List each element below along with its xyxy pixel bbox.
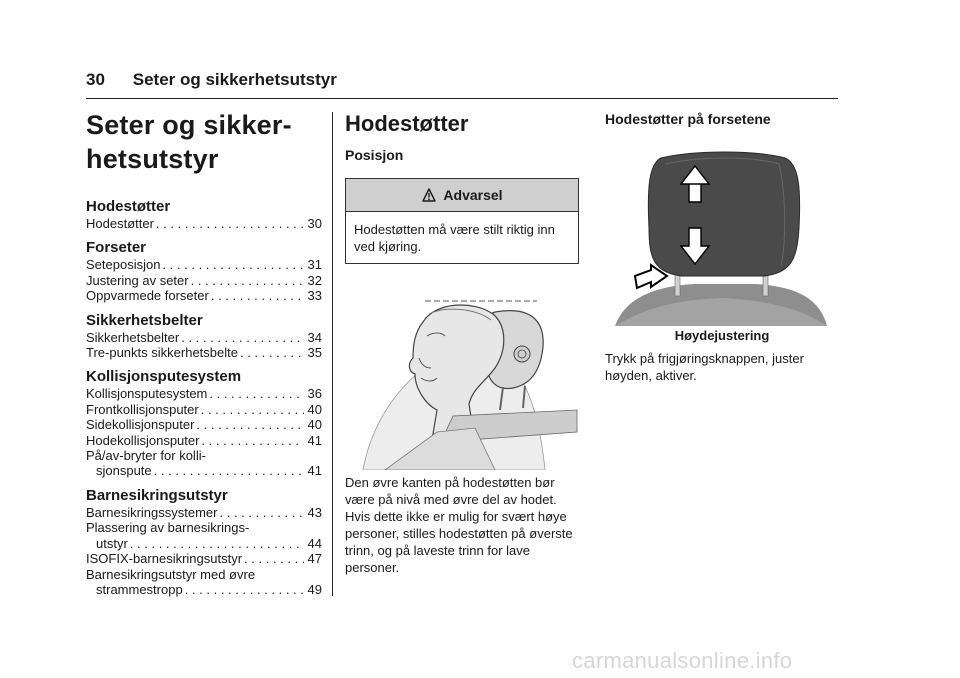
toc-item-page: 41 — [307, 463, 322, 479]
toc-item-page: 49 — [307, 581, 322, 597]
page-number: 30 — [86, 70, 105, 89]
toc-item[interactable] — [86, 417, 322, 432]
subsection-title: Posisjon — [345, 147, 404, 163]
height-adjust-paragraph: Trykk på frigjøringsknappen, juster høyden, aktiver. — [605, 351, 804, 383]
toc-item-label-line1[interactable]: Barnesikringsutstyr med øvre — [86, 566, 256, 582]
toc-section — [86, 487, 322, 597]
toc-leader — [201, 402, 304, 417]
toc-item[interactable] — [86, 536, 322, 551]
toc-leader — [211, 288, 304, 303]
toc-leader — [154, 463, 304, 478]
watermark: carmanualsonline.info — [572, 648, 793, 673]
toc-item-page: 30 — [307, 216, 322, 231]
toc-item[interactable] — [86, 288, 322, 303]
warning-text: Hodestøtten må være stilt riktig inn ved kjøring. — [354, 222, 555, 254]
chapter-toc-column — [86, 108, 322, 605]
toc-item-label: strammestropp — [96, 581, 183, 597]
column-divider — [332, 112, 333, 596]
toc-item-page: 41 — [307, 432, 322, 448]
toc-item-page: 35 — [307, 345, 322, 361]
toc-item[interactable] — [86, 582, 322, 597]
running-section-title: Seter og sikkerhetsutstyr — [132, 70, 337, 89]
toc-item-page: 34 — [307, 329, 322, 345]
position-paragraph: Den øvre kanten på hodestøtten bør være på nivå med øvre del av hodet. Hvis dette ikke er mulig for svært høye personer, stilles hodestøtten på øverste trinn, og på laveste trinn for lave personer. — [345, 475, 573, 575]
toc-item-label: Seteposisjon — [86, 257, 161, 273]
warning-icon — [421, 187, 437, 203]
toc-item[interactable] — [86, 345, 322, 360]
toc-item-label: ISOFIX-barnesikringsutstyr — [86, 551, 243, 567]
toc-leader — [181, 330, 303, 345]
toc-section — [86, 368, 322, 478]
toc-heading[interactable]: Hodestøtter — [86, 198, 171, 215]
toc-item-label: sjonspute — [96, 463, 152, 479]
toc-heading[interactable]: Barnesikringsutstyr — [86, 486, 228, 504]
toc-section — [86, 239, 322, 303]
section-title: Hodestøtter — [345, 111, 469, 136]
toc-item-page: 43 — [307, 504, 322, 520]
page-header — [86, 70, 337, 90]
toc-leader — [201, 433, 303, 448]
toc-item-page: 31 — [307, 257, 322, 273]
toc-leader — [185, 582, 304, 597]
toc-item-page: 47 — [307, 551, 322, 567]
toc-item-label-line1[interactable]: Plassering av barnesikrings- — [86, 520, 250, 536]
toc-item-label-line1[interactable]: På/av-bryter for kolli- — [86, 448, 206, 464]
section-title-front-seats: Hodestøtter på forsetene — [605, 111, 771, 127]
header-rule — [86, 98, 838, 99]
toc-leader — [244, 551, 303, 566]
headrest-position-column — [345, 110, 579, 264]
toc-item[interactable] — [86, 273, 322, 288]
toc-item-label: Kollisjonsputesystem — [86, 386, 208, 402]
head-position-illustration — [345, 292, 579, 470]
toc-item-label: Oppvarmede forseter — [86, 288, 209, 304]
toc-item[interactable] — [86, 216, 322, 231]
toc-item-page: 36 — [307, 386, 322, 402]
toc-section — [86, 198, 322, 231]
toc-item[interactable] — [86, 463, 322, 478]
chapter-title-line1: Seter og sikker- — [86, 110, 292, 140]
toc-leader — [240, 345, 304, 360]
toc-item[interactable] — [86, 505, 322, 520]
toc-leader — [209, 386, 303, 401]
toc-item-label: Hodekollisjonsputer — [86, 432, 200, 448]
toc-item[interactable] — [86, 433, 322, 448]
toc-item-label: Hodestøtter — [86, 216, 154, 231]
toc-heading[interactable]: Kollisjonsputesystem — [86, 368, 242, 386]
toc-item-page: 33 — [307, 288, 322, 304]
toc-item-page: 32 — [307, 272, 322, 288]
toc-leader — [191, 273, 304, 288]
toc-leader — [156, 216, 304, 231]
toc-item-page: 44 — [307, 535, 322, 551]
front-seat-headrest-column — [605, 110, 839, 128]
toc-item-label: Sidekollisjonsputer — [86, 417, 195, 433]
toc-item[interactable] — [86, 551, 322, 566]
toc-item[interactable] — [86, 257, 322, 272]
toc-section — [86, 312, 322, 361]
toc-item-label: Tre-punkts sikkerhetsbelte — [86, 345, 238, 361]
toc-leader — [162, 257, 303, 272]
toc-item-label: Barnesikringssystemer — [86, 504, 218, 520]
toc-item-label: utstyr — [96, 535, 128, 551]
warning-title: Advarsel — [443, 187, 503, 203]
warning-box — [345, 178, 579, 264]
toc-leader — [130, 536, 304, 551]
warning-header — [346, 179, 578, 212]
toc-leader — [220, 505, 304, 520]
toc-leader — [196, 417, 303, 432]
toc-item-page: 40 — [307, 401, 322, 417]
toc-item-label: Frontkollisjonsputer — [86, 401, 199, 417]
toc-item-label: Sikkerhetsbelter — [86, 329, 180, 345]
toc-item[interactable] — [86, 402, 322, 417]
toc-item-page: 40 — [307, 417, 322, 433]
chapter-title — [86, 108, 322, 176]
toc-item[interactable] — [86, 330, 322, 345]
headrest-height-illustration — [615, 148, 827, 326]
toc-item[interactable] — [86, 386, 322, 401]
toc-item-label: Justering av seter — [86, 272, 189, 288]
figure-caption: Høydejustering — [674, 328, 770, 343]
toc-heading[interactable]: Forseter — [86, 239, 147, 257]
toc-heading[interactable]: Sikkerhetsbelter — [86, 311, 203, 329]
chapter-title-line2: hetsutstyr — [86, 144, 219, 174]
